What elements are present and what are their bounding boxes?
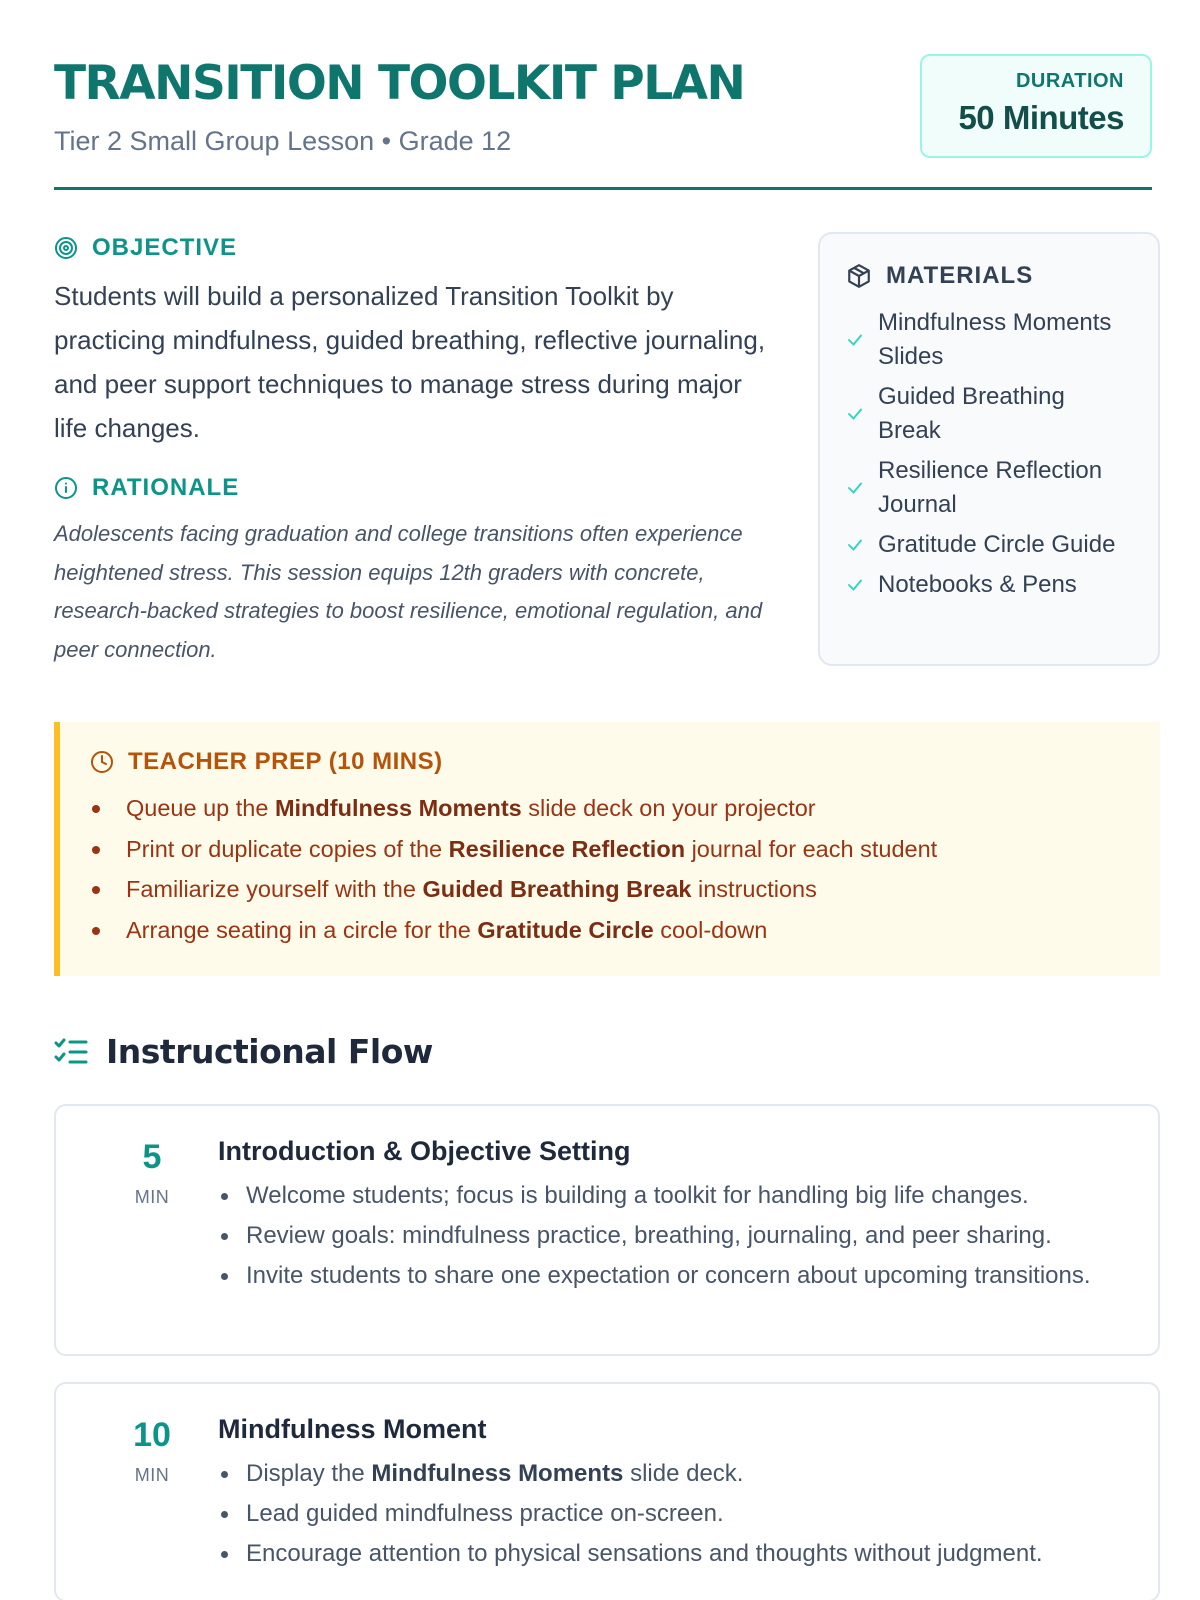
check-icon (846, 331, 864, 349)
step-title: Introduction & Objective Setting (218, 1136, 631, 1166)
teacher-prep-heading (90, 748, 1130, 776)
material-item-label: Notebooks & Pens (878, 571, 1077, 598)
step-body (218, 1414, 1118, 1577)
clock-icon (90, 750, 114, 774)
material-item (846, 528, 1132, 562)
materials-panel (818, 232, 1160, 666)
check-icon (846, 536, 864, 554)
teacher-prep-heading-text: TEACHER PREP (10 MINS) (128, 748, 443, 775)
objective-text: Students will build a personalized Transition Toolkit by practicing mindfulness, guided breathing, reflective journaling, and peer support techniques to manage stress during major life changes. (54, 281, 766, 443)
page-header (54, 52, 1152, 190)
rationale-heading (54, 474, 239, 502)
prep-item-text: cool-down (653, 916, 768, 943)
material-item-label: Mindfulness Moments Slides (878, 309, 1112, 370)
duration-label: DURATION (1015, 70, 1124, 92)
step-minutes: 5 (142, 1138, 162, 1176)
target-icon (54, 236, 78, 260)
step-title: Mindfulness Moment (218, 1414, 487, 1444)
prep-item-bold: Resilience Reflection (448, 835, 686, 862)
step-duration (112, 1416, 192, 1486)
material-item (846, 380, 1132, 448)
step-bullet (218, 1457, 1118, 1491)
duration-value: 50 Minutes (958, 99, 1124, 136)
teacher-prep-list (90, 788, 1130, 950)
step-bullet: Invite students to share one expectation or concern about upcoming transitions. (218, 1259, 1118, 1293)
prep-item-text: slide deck on your projector (521, 795, 816, 821)
prep-item-text: Familiarize yourself with the (126, 876, 423, 902)
duration-badge (920, 54, 1152, 158)
step-bullet-bold: Mindfulness Moments (371, 1460, 624, 1487)
step-bullet: Lead guided mindfulness practice on-screen. (218, 1497, 1118, 1531)
objective-heading (54, 234, 237, 262)
step-bullet-text: slide deck. (623, 1460, 744, 1487)
step-duration (112, 1138, 192, 1208)
instructional-flow-heading (54, 1032, 433, 1071)
material-item-label: Resilience Reflection Journal (878, 457, 1103, 518)
teacher-prep-callout (54, 722, 1160, 976)
page-title: TRANSITION TOOLKIT PLAN (54, 56, 745, 111)
step-minutes-unit: MIN (134, 1465, 170, 1485)
step-bullet-list (218, 1457, 1118, 1571)
instructional-flow-heading-text: Instructional Flow (106, 1032, 433, 1071)
step-body (218, 1136, 1118, 1299)
materials-heading-text: MATERIALS (886, 262, 1034, 289)
prep-item (90, 829, 1130, 870)
check-icon (846, 405, 864, 423)
material-item-label: Gratitude Circle Guide (878, 531, 1116, 558)
check-icon (846, 479, 864, 497)
step-minutes-unit: MIN (134, 1187, 170, 1207)
prep-item (90, 788, 1130, 829)
package-icon (846, 263, 872, 289)
flow-step-card (54, 1382, 1160, 1600)
rationale-heading-text: RATIONALE (92, 474, 240, 501)
material-item-label: Guided Breathing Break (878, 383, 1065, 444)
rationale-text: Adolescents facing graduation and college transitions often experience heightened stress. This session equips 12th graders with concrete, research-backed strategies to boost resilience, emotional regulation, and peer connection. (54, 521, 763, 662)
step-bullet-text: Display the (246, 1460, 372, 1487)
material-item (846, 306, 1132, 374)
prep-item-text: journal for each student (685, 835, 938, 862)
step-bullet: Welcome students; focus is building a toolkit for handling big life changes. (218, 1179, 1118, 1213)
prep-item-text: Arrange seating in a circle for the (126, 916, 478, 943)
step-bullet-list (218, 1179, 1118, 1293)
prep-item-bold: Gratitude Circle (477, 916, 654, 943)
prep-item-bold: Guided Breathing Break (422, 876, 692, 902)
prep-item (90, 869, 1130, 910)
material-item (846, 568, 1132, 602)
info-icon (54, 476, 78, 500)
objective-heading-text: OBJECTIVE (92, 234, 238, 261)
step-bullet: Review goals: mindfulness practice, breathing, journaling, and peer sharing. (218, 1219, 1118, 1253)
flow-step-card (54, 1104, 1160, 1356)
step-bullet: Encourage attention to physical sensations and thoughts without judgment. (218, 1537, 1118, 1571)
page-subtitle: Tier 2 Small Group Lesson • Grade 12 (54, 126, 512, 156)
materials-heading (846, 262, 1132, 290)
check-icon (846, 576, 864, 594)
prep-item-text: instructions (691, 876, 817, 902)
material-item (846, 454, 1132, 522)
prep-item (90, 910, 1130, 951)
step-minutes: 10 (133, 1416, 171, 1454)
prep-item-text: Print or duplicate copies of the (126, 835, 449, 862)
prep-item-text: Queue up the (126, 795, 275, 821)
prep-item-bold: Mindfulness Moments (274, 795, 522, 821)
checklist-icon (54, 1037, 88, 1067)
